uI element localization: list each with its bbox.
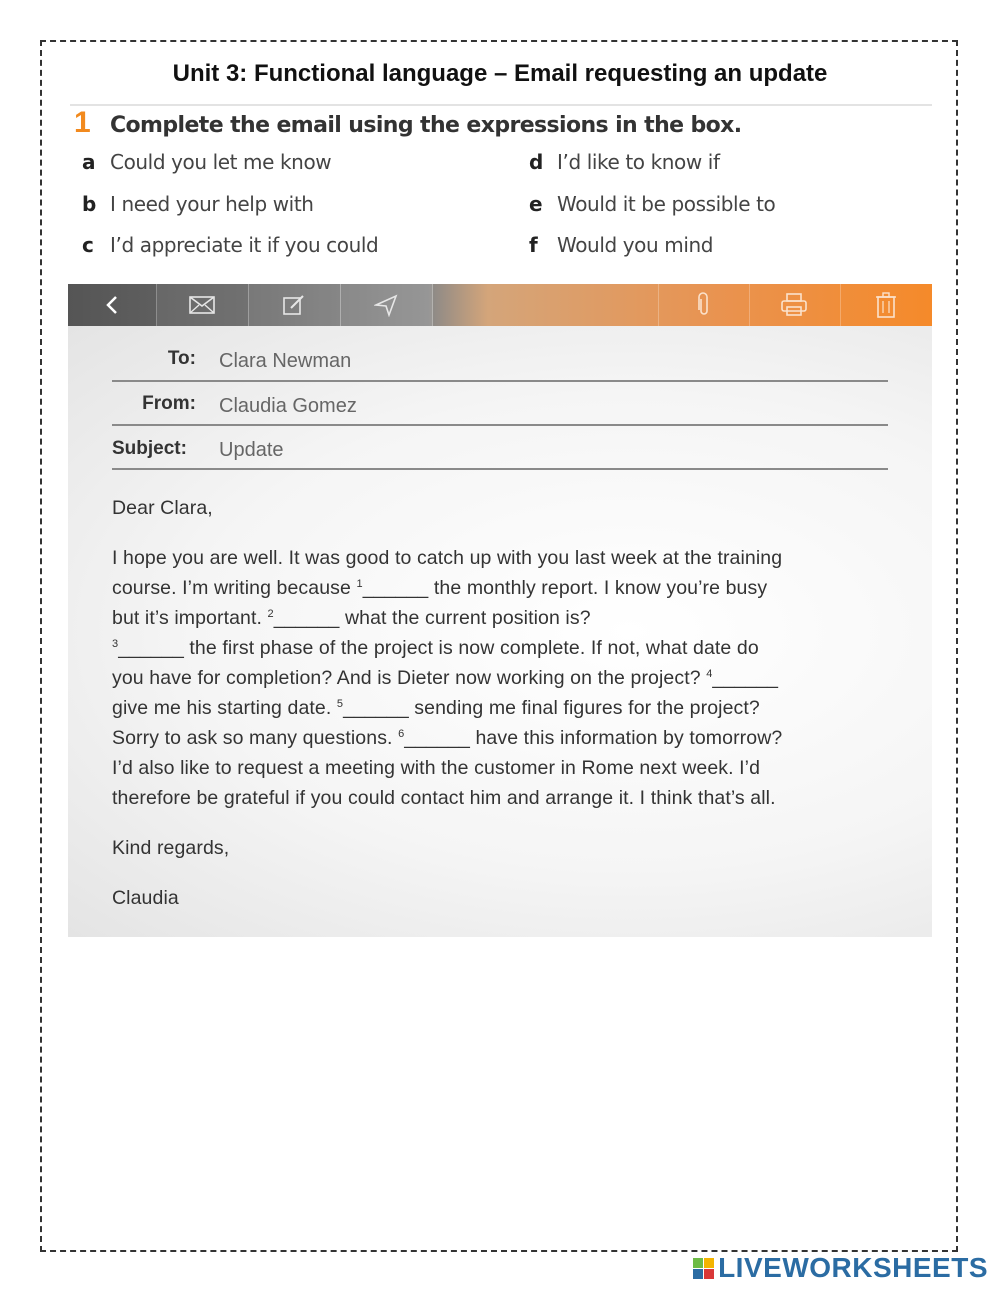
delete-button[interactable] (840, 284, 932, 326)
email-line: I’d also like to request a meeting with the customer in Rome next week. I’d (112, 757, 761, 779)
option-letter: a (82, 150, 96, 174)
chevron-left-icon (104, 294, 120, 316)
email-line (112, 667, 778, 690)
print-button[interactable] (748, 284, 841, 326)
gap-number: 2 (267, 608, 274, 620)
edit-icon (282, 293, 306, 317)
printer-icon (781, 293, 807, 317)
page-title: Unit 3: Functional language – Email requesting an update (172, 60, 828, 87)
option-text: Would you mind (557, 233, 714, 257)
gap-number: 1 (356, 578, 363, 590)
email-line (112, 577, 767, 600)
option-letter: b (82, 192, 96, 216)
text-segment: ______ the first phase of the project is now complete. If not, what date do (118, 637, 759, 659)
email-toolbar (68, 284, 932, 326)
option-letter: f (529, 233, 538, 257)
field-divider (112, 424, 888, 426)
email-line (112, 637, 759, 660)
text-segment: but it’s important. (112, 607, 268, 629)
text-segment: you have for completion? And is Dieter now working on the project? (112, 667, 707, 689)
email-greeting: Dear Clara, (112, 497, 213, 519)
email-signature: Claudia (112, 887, 179, 909)
liveworksheets-icon (693, 1258, 714, 1279)
divider (70, 104, 932, 106)
email-line: I hope you are well. It was good to catch up with you last week at the training (112, 547, 783, 569)
exercise-number: 1 (74, 106, 91, 139)
option-text: I’d like to know if (557, 150, 720, 174)
text-segment: give me his starting date. (112, 697, 337, 719)
gap-number: 5 (336, 698, 344, 710)
option-text: Could you let me know (110, 150, 332, 174)
email-line (112, 727, 782, 750)
email-line (112, 697, 760, 720)
option-text: I need your help with (110, 192, 314, 216)
field-divider (112, 468, 888, 470)
back-button[interactable] (68, 284, 157, 326)
attach-button[interactable] (658, 284, 750, 326)
gap-number: 3 (112, 638, 119, 650)
text-segment: ______ have this information by tomorrow? (404, 727, 783, 749)
from-value: Claudia Gomez (219, 395, 357, 417)
to-label: To: (167, 348, 196, 369)
exercise-instruction: Complete the email using the expressions in the box. (110, 113, 742, 138)
compose-button[interactable] (248, 284, 341, 326)
email-line: therefore be grateful if you could contact him and arrange it. I think that’s all. (112, 787, 776, 809)
text-segment: ______ the monthly report. I know you’re busy (362, 577, 768, 599)
text-segment: course. I’m writing because (112, 577, 357, 599)
option-letter: c (82, 233, 94, 257)
option-text: Would it be possible to (557, 192, 776, 216)
to-value: Clara Newman (219, 350, 352, 372)
send-icon (374, 293, 398, 317)
subject-value: Update (219, 439, 284, 461)
inbox-button[interactable] (156, 284, 249, 326)
paperclip-icon (697, 292, 711, 318)
gap-number: 6 (398, 728, 405, 740)
from-label: From: (142, 393, 196, 414)
text-segment: ______ what the current position is? (273, 607, 591, 629)
email-closing: Kind regards, (112, 837, 230, 859)
text-segment: Sorry to ask so many questions. (112, 727, 399, 749)
subject-label: Subject: (112, 438, 187, 459)
trash-icon (875, 292, 897, 318)
email-line (112, 607, 591, 630)
brand-name: LIVEWORKSHEETS (718, 1252, 988, 1283)
brand-logo (693, 1252, 988, 1284)
text-segment: ______ sending me final figures for the project? (343, 697, 760, 719)
text-segment: ______ (712, 667, 779, 689)
option-letter: e (529, 192, 543, 216)
gap-number: 4 (706, 668, 713, 680)
option-text: I’d appreciate it if you could (110, 233, 379, 257)
field-divider (112, 380, 888, 382)
envelope-icon (189, 296, 215, 314)
send-button[interactable] (340, 284, 433, 326)
option-letter: d (529, 150, 543, 174)
